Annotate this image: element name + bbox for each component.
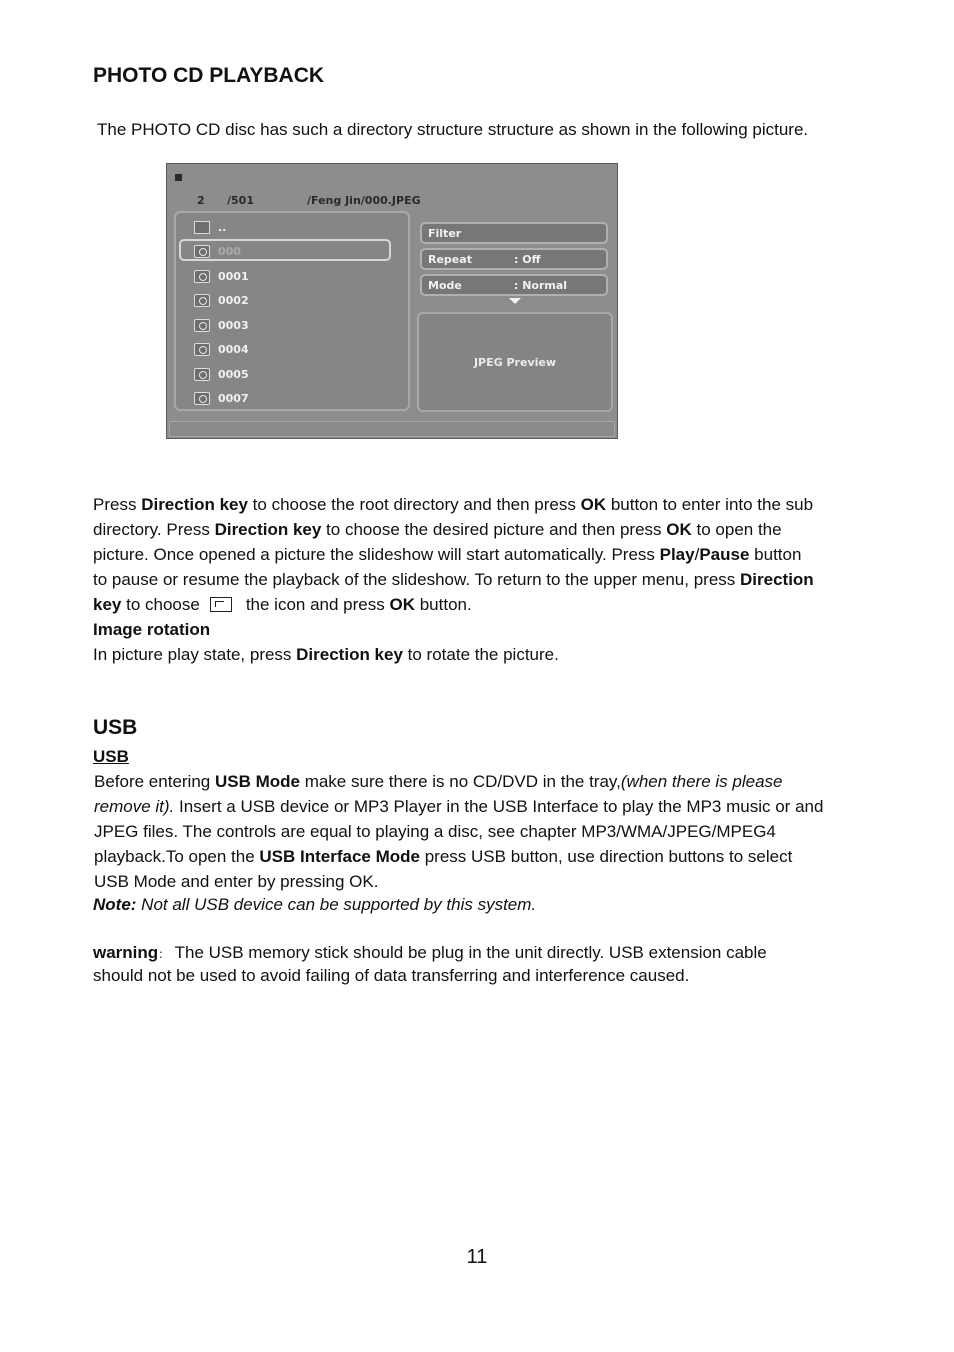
text: The USB memory stick should be plug in the unit directly. USB extension cable bbox=[174, 943, 767, 962]
text: ： bbox=[158, 947, 171, 961]
photo-cd-screen bbox=[166, 163, 618, 439]
usb-note bbox=[93, 895, 536, 915]
jpeg-preview: JPEG Preview bbox=[417, 312, 613, 412]
usb-instructions bbox=[94, 769, 869, 894]
text: Before entering bbox=[94, 772, 215, 791]
text-line bbox=[93, 592, 868, 617]
camera-icon bbox=[194, 392, 210, 405]
text: playback.To open the bbox=[94, 847, 260, 866]
camera-icon bbox=[194, 343, 210, 356]
list-item[interactable] bbox=[194, 340, 249, 358]
list-item[interactable] bbox=[194, 218, 226, 236]
text: / bbox=[694, 545, 700, 564]
stop-icon bbox=[175, 174, 182, 181]
text: button. bbox=[414, 595, 472, 614]
text-line: should not be used to avoid failing of data transferring and interference caused. bbox=[93, 966, 690, 985]
text-line bbox=[93, 567, 868, 592]
text: Press bbox=[93, 495, 142, 514]
text-bold: Direction bbox=[740, 570, 814, 589]
folder-up-icon bbox=[210, 597, 232, 612]
usb-heading: USB bbox=[93, 716, 138, 739]
text: to rotate the picture. bbox=[402, 645, 559, 664]
text: to open the bbox=[691, 520, 782, 539]
usb-warning bbox=[93, 942, 868, 987]
list-item[interactable] bbox=[194, 316, 249, 334]
camera-icon bbox=[194, 368, 210, 381]
text-line bbox=[93, 517, 868, 542]
track-total: /501 bbox=[227, 194, 254, 207]
list-item-label: 0002 bbox=[218, 293, 249, 307]
section-title: PHOTO CD PLAYBACK bbox=[93, 64, 325, 87]
list-item-label: 0003 bbox=[218, 318, 249, 332]
text-bold: USB Interface Mode bbox=[259, 847, 420, 866]
filter-button[interactable] bbox=[420, 222, 608, 244]
text-line bbox=[93, 542, 868, 567]
text-line bbox=[94, 794, 869, 819]
text-bold: OK bbox=[580, 495, 607, 514]
list-item[interactable] bbox=[194, 242, 241, 260]
text: to choose the desired picture and then press bbox=[321, 520, 667, 539]
text-italic: (when there is please bbox=[620, 772, 783, 791]
list-item-label: 000 bbox=[218, 244, 241, 258]
repeat-value: : Off bbox=[514, 253, 541, 266]
text-bold: USB Mode bbox=[214, 772, 300, 791]
note-label: Note: bbox=[93, 895, 137, 914]
text-line bbox=[93, 642, 868, 667]
repeat-button[interactable] bbox=[420, 248, 608, 270]
image-rotation-heading: Image rotation bbox=[93, 620, 211, 639]
text-line bbox=[93, 492, 868, 517]
text: the icon and press bbox=[245, 595, 390, 614]
text-line bbox=[94, 844, 869, 869]
list-item[interactable] bbox=[194, 365, 249, 383]
text-bold: OK bbox=[666, 520, 692, 539]
list-item-label: .. bbox=[218, 220, 227, 234]
note-text: Not all USB device can be supported by this system. bbox=[136, 895, 537, 914]
mode-value: : Normal bbox=[514, 279, 568, 292]
text: In picture play state, press bbox=[93, 645, 297, 664]
text-bold: Play bbox=[659, 545, 695, 564]
playback-instructions bbox=[93, 492, 868, 667]
scroll-down-icon[interactable] bbox=[509, 298, 521, 304]
list-item[interactable] bbox=[194, 389, 249, 407]
text: Insert a USB device or MP3 Player in the USB Interface to play the MP3 music or and bbox=[174, 797, 824, 816]
track-number: 2 bbox=[197, 194, 205, 207]
list-item-label: 0007 bbox=[218, 391, 249, 405]
text: picture. Once opened a picture the slideshow will start automatically. Press bbox=[93, 545, 660, 564]
text: button bbox=[749, 545, 802, 564]
text-italic: remove it). bbox=[94, 797, 175, 816]
text-bold: Direction key bbox=[141, 495, 248, 514]
text-bold: Pause bbox=[699, 545, 750, 564]
camera-icon bbox=[194, 245, 210, 258]
text-line: USB Mode and enter by pressing OK. bbox=[94, 872, 379, 891]
file-list bbox=[174, 211, 410, 411]
text: press USB button, use direction buttons to select bbox=[420, 847, 793, 866]
list-item-label: 0005 bbox=[218, 367, 249, 381]
filter-label: Filter bbox=[428, 227, 462, 240]
text-line bbox=[93, 942, 868, 965]
intro-text: The PHOTO CD disc has such a directory structure structure as shown in the following picture. bbox=[97, 120, 809, 139]
text: directory. Press bbox=[93, 520, 215, 539]
text-bold: Direction key bbox=[214, 520, 322, 539]
repeat-label: Repeat bbox=[428, 253, 472, 266]
list-item-label: 0001 bbox=[218, 269, 249, 283]
text-bold: key bbox=[93, 595, 122, 614]
list-item[interactable] bbox=[194, 291, 249, 309]
file-path: /Feng Jin/000.JPEG bbox=[307, 194, 421, 207]
camera-icon bbox=[194, 270, 210, 283]
text-bold: OK bbox=[389, 595, 415, 614]
text: to choose bbox=[121, 595, 200, 614]
text-line: JPEG files. The controls are equal to playing a disc, see chapter MP3/WMA/JPEG/MPEG4 bbox=[94, 822, 776, 841]
text: button to enter into the sub bbox=[606, 495, 814, 514]
mode-button[interactable] bbox=[420, 274, 608, 296]
warning-label: warning bbox=[93, 943, 159, 962]
folder-up-icon bbox=[194, 221, 210, 234]
camera-icon bbox=[194, 294, 210, 307]
page-number: 11 bbox=[466, 1246, 488, 1268]
list-item[interactable] bbox=[194, 267, 249, 285]
text-bold: Direction key bbox=[296, 645, 403, 664]
text: to pause or resume the playback of the slideshow. To return to the upper menu, press bbox=[93, 570, 741, 589]
text: to choose the root directory and then press bbox=[247, 495, 581, 514]
mode-label: Mode bbox=[428, 279, 462, 292]
text-line bbox=[94, 769, 869, 794]
list-item-label: 0004 bbox=[218, 342, 249, 356]
camera-icon bbox=[194, 319, 210, 332]
text: make sure there is no CD/DVD in the tray, bbox=[299, 772, 621, 791]
usb-subheading: USB bbox=[93, 747, 129, 766]
status-bar bbox=[169, 421, 615, 437]
